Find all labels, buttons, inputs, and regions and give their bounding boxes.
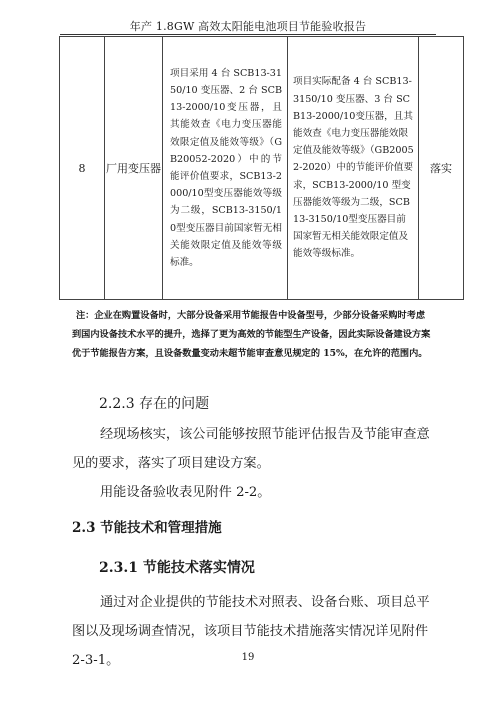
row-number: 8	[60, 37, 105, 300]
header-rule	[60, 34, 436, 35]
requirement-cell: 项目采用 4 台 SCB13-3150/10 变压器、2 台 SCB13-2000/10变压器，且其能效查《电力变压器能效限定值及能效等级》（GB20052-2020）中的节能评价值要求，SCB13-2000/10型变压器能效等级为二级，SCB13-3150/10型变压器目前国家暂无相关能效限定值及能效等级标准。	[163, 37, 288, 300]
item-name: 厂用变压器	[105, 37, 163, 300]
paragraph-appendix-2-2: 用能设备验收表见附件 2-2。	[100, 485, 271, 500]
result-cell: 落实	[419, 37, 464, 300]
paragraph-findings: 经现场核实，该公司能够按照节能评估报告及节能审查意见的要求，落实了项目建设方案。	[72, 427, 430, 471]
table-note: 注：企业在购置设备时，大部分设备采用节能报告中设备型号，少部分设备采购时考虑到国内设备技术水平的提升，选择了更为高效的节能型生产设备，因此实际设备建设方案优于节能报告方案，且设备数量变动未超节能审查意见规定的 15%，在允许的范围内。	[72, 310, 431, 359]
actual-cell: 项目实际配备 4 台 SCB13-3150/10 变压器、3 台 SCB13-2000/10变压器，且其能效查《电力变压器能效限定值及能效等级》（GB20052-2020）中的节能评价值要求，SCB13-2000/10 型变压器能效等级为二级，SCB13-3150/10型变压器目前国家暂无相关能效限定值及能效等级标准。	[288, 37, 419, 300]
section-heading-2-3-1: 2.3.1 节能技术落实情况	[99, 560, 255, 576]
page-number: 19	[241, 652, 255, 663]
page-header: 年产 1.8GW 高效太阳能电池项目节能验收报告	[129, 20, 367, 33]
table-row	[60, 37, 464, 300]
paragraph-technology: 通过对企业提供的节能技术对照表、设备台账、项目总平图以及现场调查情况，该项目节能技术措施落实情况详见附件 2-3-1。	[72, 595, 430, 668]
section-heading-2-2-3: 2.2.3 存在的问题	[99, 396, 210, 412]
section-heading-2-3: 2.3 节能技术和管理措施	[72, 520, 222, 536]
evaluation-table	[59, 36, 464, 300]
